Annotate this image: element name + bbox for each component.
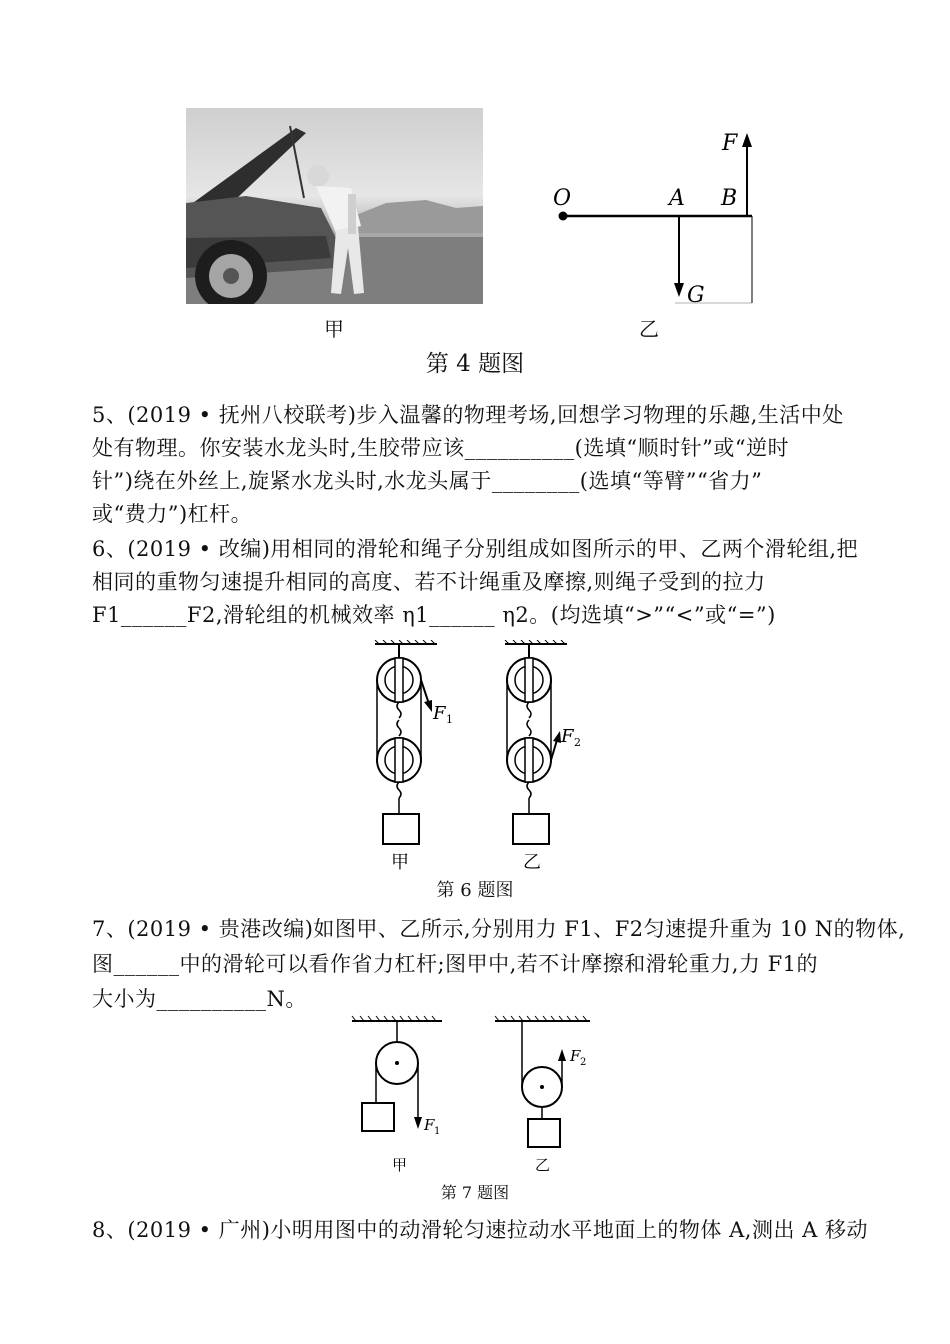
fig4-label-jia: 甲 [324, 317, 344, 341]
force-f-arrow [742, 133, 752, 147]
svg-text:2: 2 [580, 1057, 587, 1068]
svg-text:F: F [433, 703, 446, 724]
pivot-point-o [559, 212, 568, 221]
svg-text:乙: 乙 [535, 1156, 551, 1174]
label-f: F [722, 131, 738, 156]
svg-text:甲: 甲 [391, 852, 409, 872]
f1-arrow-fig7 [414, 1117, 422, 1129]
q7-line1: 7、(2019 • 贵港改编)如图甲、乙所示,分别用力 F1、F2匀速提升重为 10 N的物体, [92, 917, 906, 941]
svg-text:1: 1 [434, 1126, 441, 1137]
fig4-caption: 第 4 题图 [425, 351, 525, 377]
svg-text:甲: 甲 [392, 1156, 408, 1174]
lever-diagram [545, 125, 755, 310]
q6-line1: 6、(2019 • 改编)用相同的滑轮和绳子分别组成如图所示的甲、乙两个滑轮组,把 [92, 537, 859, 561]
q7-line3: 大小为__________N。 [92, 987, 307, 1011]
fig7-caption: 第 7 题图 [440, 1183, 510, 1202]
q8-line1: 8、(2019 • 广州)小明用图中的动滑轮匀速拉动水平地面上的物体 A,测出 A 移动 [92, 1218, 868, 1242]
f2-arrow-fig7 [558, 1049, 566, 1061]
fig4-label-yi: 乙 [639, 317, 659, 341]
label-g: G [687, 283, 705, 308]
q5-line3: 针”)绕在外丝上,旋紧水龙头时,水龙头属于________(选填“等臂”“省力” [92, 469, 763, 493]
fig6-pulley-systems [365, 640, 595, 872]
svg-text:F: F [561, 726, 574, 747]
svg-text:乙: 乙 [523, 852, 541, 872]
q5-line1: 5、(2019 • 抚州八校联考)步入温馨的物理考场,回想学习物理的乐趣,生活中处 [92, 403, 844, 427]
svg-text:2: 2 [574, 736, 581, 749]
fig6-caption: 第 6 题图 [436, 880, 514, 901]
q6-line2: 相同的重物匀速提升相同的高度、若不计绳重及摩擦,则绳子受到的拉力 [92, 570, 766, 594]
f1-arrow-jia [424, 700, 432, 712]
svg-text:F: F [570, 1047, 581, 1065]
q6-line3: F1______F2,滑轮组的机械效率 η1______ η2。(均选填“>”“<”或“=”) [92, 603, 776, 627]
weight-g-arrow [674, 283, 684, 297]
label-o: O [553, 186, 572, 211]
fig7-pulleys [350, 1015, 610, 1175]
label-a: A [669, 186, 685, 211]
q5-line4: 或“费力”)杠杆。 [92, 502, 253, 526]
f2-arrow-yi [553, 731, 561, 743]
q5-line2: 处有物理。你安装水龙头时,生胶带应该__________(选填“顺时针”或“逆时 [92, 436, 790, 460]
svg-text:1: 1 [446, 713, 453, 726]
label-b: B [721, 186, 738, 211]
q7-line2: 图______中的滑轮可以看作省力杠杆;图甲中,若不计摩擦和滑轮重力,力 F1的 [92, 952, 819, 976]
svg-text:F: F [424, 1116, 435, 1134]
car-hood-photo [186, 108, 483, 304]
